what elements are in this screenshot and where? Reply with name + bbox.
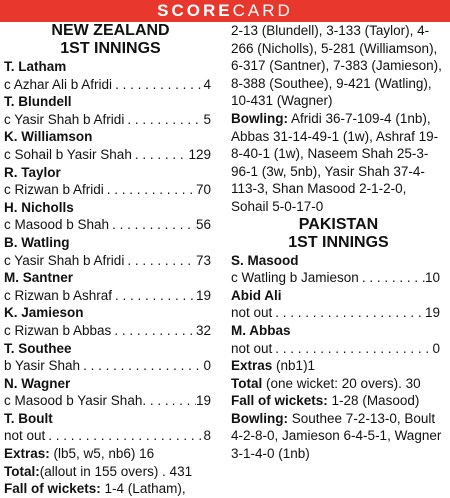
dismissal-text: not out	[231, 340, 273, 356]
leader-dots	[80, 357, 203, 375]
total-line	[231, 375, 446, 393]
team-name: PAKISTAN	[298, 215, 379, 233]
bowling-paragraph	[231, 110, 446, 216]
dismissal-row	[4, 427, 217, 445]
dismissal-row	[4, 322, 217, 340]
dismissal-row	[4, 181, 217, 199]
pakistan-column	[225, 22, 446, 498]
batsman-name: M. Abbas	[231, 322, 291, 338]
dismissal-row	[4, 111, 217, 129]
new-zealand-column	[4, 22, 225, 498]
batsman-name: T. Latham	[4, 59, 67, 74]
runs-value: 0	[203, 358, 211, 374]
team-name: NEW ZEALAND	[51, 22, 170, 39]
runs-value: 32	[195, 322, 211, 338]
dismissal-row	[231, 269, 446, 287]
runs-value: 0	[432, 340, 440, 356]
dismissal-row	[231, 304, 446, 322]
extras-label: Extras:	[4, 446, 50, 462]
total-label: Total	[231, 375, 263, 391]
bowling-paragraph	[231, 410, 446, 463]
dismissal-text: c Rizwan b Abbas	[4, 322, 112, 338]
runs-value: 4	[203, 76, 211, 92]
fow-value: 1-28 (Masood)	[331, 393, 420, 409]
total-value: (allout in 155 overs) . 431	[39, 463, 193, 479]
fall-of-wickets-line	[4, 480, 217, 498]
dismissal-row	[4, 287, 217, 305]
batsman-name: Abid Ali	[231, 287, 282, 303]
batsman-name: K. Jamieson	[4, 305, 84, 321]
dismissal-text: c Watling b Jamieson	[231, 270, 359, 286]
dismissal-row	[4, 216, 217, 234]
dismissal-text: c Rizwan b Ashraf	[4, 287, 113, 303]
fow-label: Fall of wickets:	[231, 393, 328, 409]
banner-bold: SCORE	[157, 1, 233, 20]
innings-title: 1ST INNINGS	[288, 233, 389, 251]
dismissal-row	[4, 392, 217, 410]
dismissal-text: c Masood b Yasir Shah. . . .	[4, 393, 169, 409]
bowling-value: Afridi 36-7-109-4 (1nb), Abbas 31-14-49-1 (1w), Ashraf 19-8-40-1 (1w), Naseem Shah 25-3-96-1 (3w, 5nb), Yasir Shah 37-4-113-3, Shan Masood 2-1-2-0, Sohail 5-0-17-0	[231, 110, 439, 214]
extras-line	[231, 357, 446, 375]
leader-dots	[272, 304, 425, 322]
leader-dots	[112, 287, 196, 305]
fow-label: Fall of wickets:	[4, 481, 101, 497]
batsman-name: T. Boult	[4, 410, 53, 426]
dismissal-text: c Yasir Shah b Afridi	[4, 111, 125, 127]
total-line	[4, 463, 217, 481]
dismissal-row	[4, 357, 217, 375]
fow-value: 1-4 (Latham),	[104, 481, 186, 497]
bowling-label: Bowling:	[231, 110, 288, 126]
leader-dots	[124, 252, 196, 270]
leader-dots	[45, 427, 203, 445]
scorecard-banner	[0, 0, 450, 22]
leader-dots	[104, 181, 196, 199]
fall-of-wickets-continued: 2-13 (Blundell), 3-133 (Taylor), 4-266 (Nicholls), 5-281 (Williamson), 6-317 (Santner), 7-383 (Jamieson), 8-388 (Southee), 9-421 (Watling), 10-431 (Wagner)	[231, 23, 442, 109]
bowling-label: Bowling:	[231, 410, 288, 426]
batsman-name: S. Masood	[231, 252, 299, 268]
runs-value: 129	[188, 146, 211, 162]
runs-value: 19	[195, 287, 211, 303]
batsman-name: M. Santner	[4, 270, 74, 286]
batsman-name: N. Wagner	[4, 375, 71, 391]
total-label: Total:	[4, 463, 40, 479]
batting-list	[4, 58, 217, 445]
runs-value: 56	[195, 217, 211, 233]
batsman-name: T. Southee	[4, 340, 72, 356]
extras-label: Extras	[231, 358, 273, 374]
dismissal-row	[4, 76, 217, 94]
batsman-name: T. Blundell	[4, 94, 72, 110]
runs-value: 10	[424, 270, 440, 286]
batsman-name: R. Taylor	[4, 164, 61, 180]
dismissal-text: not out	[231, 305, 273, 321]
runs-value: 19	[424, 305, 440, 321]
dismissal-text: c Masood b Shah	[4, 217, 110, 233]
leader-dots	[359, 269, 425, 287]
dismissal-text: b Yasir Shah	[4, 358, 81, 374]
runs-value: 19	[195, 393, 211, 409]
leader-dots	[132, 146, 189, 164]
runs-value: 70	[195, 182, 211, 198]
runs-value: 5	[203, 111, 211, 127]
leader-dots	[111, 322, 196, 340]
batsman-name: K. Williamson	[4, 129, 93, 145]
scorecard-columns	[0, 22, 450, 498]
leader-dots	[112, 76, 203, 94]
runs-value: 8	[203, 428, 211, 444]
total-value: (one wicket: 20 overs). 30	[266, 375, 421, 391]
dismissal-text: not out	[4, 428, 46, 444]
leader-dots	[124, 111, 203, 129]
dismissal-row	[231, 340, 446, 358]
extras-value: (nb1)1	[276, 358, 316, 374]
leader-dots	[169, 392, 196, 410]
dismissal-text: c Sohail b Yasir Shah	[4, 146, 132, 162]
fall-of-wickets-line	[231, 392, 446, 410]
bowling-value: Southee 7-2-13-0, Boult 4-2-8-0, Jamieson 6-4-5-1, Wagner 3-1-4-0 (1nb)	[231, 410, 442, 462]
leader-dots	[272, 340, 432, 358]
leader-dots	[109, 216, 196, 234]
dismissal-row	[4, 146, 217, 164]
batsman-name: H. Nicholls	[4, 199, 74, 215]
batsman-name: B. Watling	[4, 234, 70, 250]
innings-title: 1ST INNINGS	[60, 40, 161, 57]
batting-list	[231, 252, 446, 358]
dismissal-text: c Azhar Ali b Afridi	[4, 76, 113, 92]
runs-value: 73	[195, 252, 211, 268]
banner-light: CARD	[232, 1, 293, 20]
extras-value: (lb5, w5, nb6) 16	[53, 446, 155, 462]
dismissal-row	[4, 252, 217, 270]
dismissal-text: c Yasir Shah b Afridi	[4, 252, 125, 268]
dismissal-text: c Rizwan b Afridi	[4, 182, 104, 198]
